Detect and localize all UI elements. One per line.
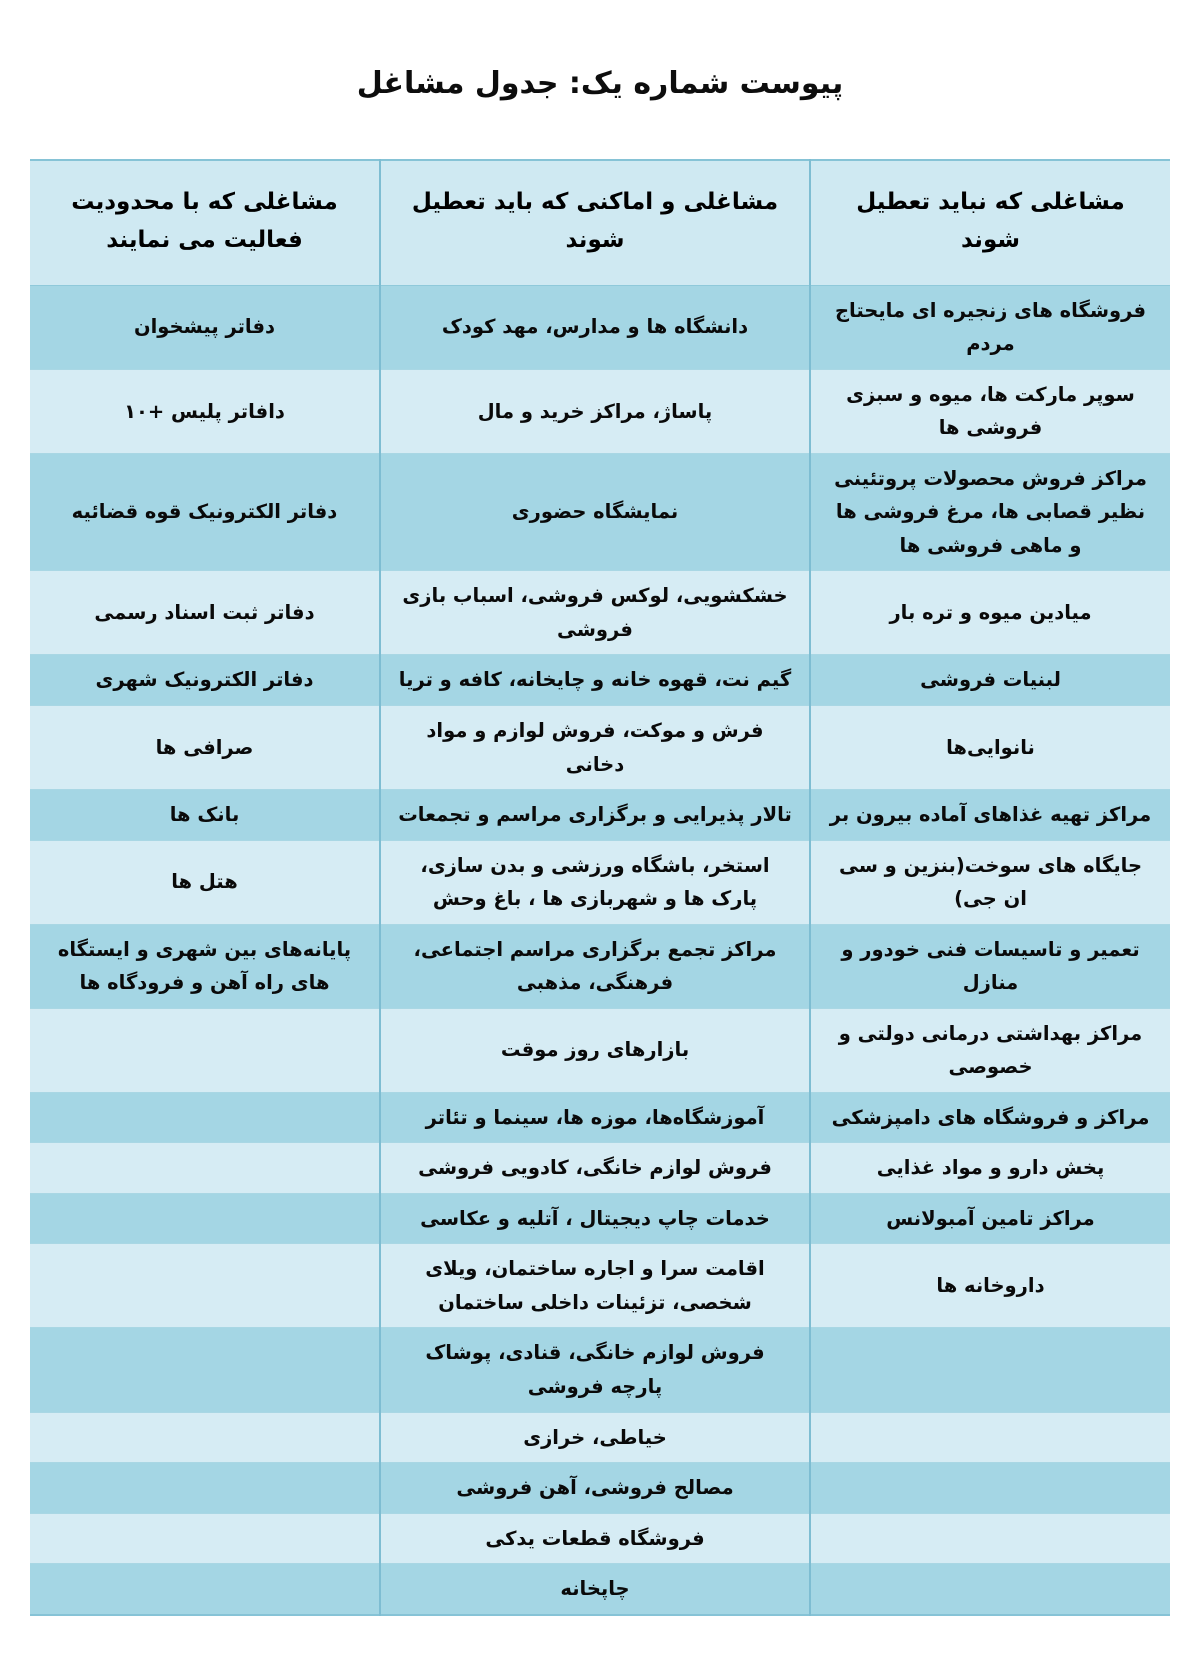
table-row bbox=[30, 1008, 1170, 1092]
cell-limited-empty bbox=[30, 1513, 380, 1564]
table-body bbox=[30, 285, 1170, 1614]
cell-text: خیاطی، خرازی bbox=[523, 1425, 667, 1449]
cell-must-close bbox=[380, 655, 810, 706]
cell-text: چاپخانه bbox=[560, 1577, 630, 1601]
table-row bbox=[30, 369, 1170, 453]
table-row bbox=[30, 790, 1170, 841]
cell-must-close bbox=[380, 790, 810, 841]
cell-must-not-close-empty bbox=[810, 1463, 1170, 1514]
cell-limited-empty bbox=[30, 1008, 380, 1092]
cell-limited bbox=[30, 706, 380, 790]
cell-text: پخش دارو و مواد غذایی bbox=[876, 1156, 1105, 1180]
cell-must-not-close bbox=[810, 285, 1170, 369]
cell-text: فرش و موکت، فروش لوازم و مواد دخانی bbox=[426, 719, 764, 776]
cell-text: میادین میوه و تره بار bbox=[889, 601, 1092, 625]
cell-limited-empty bbox=[30, 1193, 380, 1244]
cell-must-close bbox=[380, 1008, 810, 1092]
cell-text: فروش لوازم خانگی، کادویی فروشی bbox=[418, 1156, 772, 1180]
cell-must-not-close bbox=[810, 1143, 1170, 1194]
cell-limited bbox=[30, 571, 380, 655]
header-row bbox=[30, 160, 1170, 286]
table-row bbox=[30, 1244, 1170, 1328]
cell-text: پاساژ، مراکز خرید و مال bbox=[477, 399, 713, 423]
cell-text: دافاتر پلیس +۱۰ bbox=[124, 399, 285, 423]
cell-limited-empty bbox=[30, 1244, 380, 1328]
cell-limited bbox=[30, 369, 380, 453]
table-row bbox=[30, 571, 1170, 655]
cell-limited bbox=[30, 453, 380, 571]
cell-must-close bbox=[380, 1193, 810, 1244]
cell-text: دفاتر ثبت اسناد رسمی bbox=[94, 601, 315, 625]
cell-must-not-close bbox=[810, 655, 1170, 706]
cell-limited-empty bbox=[30, 1328, 380, 1412]
cell-limited bbox=[30, 285, 380, 369]
cell-must-close bbox=[380, 924, 810, 1008]
cell-text: دفاتر الکترونیک قوه قضائیه bbox=[71, 500, 338, 524]
cell-must-not-close-empty bbox=[810, 1564, 1170, 1615]
cell-text: خدمات چاپ دیجیتال ، آتلیه و عکاسی bbox=[420, 1206, 770, 1230]
cell-text: اقامت سرا و اجاره ساختمان، ویلای شخصی، تزئینات داخلی ساختمان bbox=[425, 1257, 765, 1314]
cell-limited-empty bbox=[30, 1143, 380, 1194]
cell-text: فروشگاه های زنجیره ای مایحتاج مردم bbox=[834, 298, 1147, 356]
cell-text: دانشگاه ها و مدارس، مهد کودک bbox=[441, 315, 749, 339]
cell-text: مراکز فروش محصولات پروتئینی نظیر قصابی ها، مرغ فروشی ها و ماهی فروشی ها bbox=[834, 466, 1147, 557]
cell-limited bbox=[30, 790, 380, 841]
cell-text: مراکز تامین آمبولانس bbox=[886, 1206, 1095, 1230]
jobs-table bbox=[30, 159, 1170, 1616]
cell-text: تعمیر و تاسیسات فنی خودور و منازل bbox=[841, 937, 1140, 995]
cell-must-not-close-empty bbox=[810, 1513, 1170, 1564]
table-row bbox=[30, 1092, 1170, 1143]
cell-text: بازارهای روز موقت bbox=[500, 1038, 690, 1062]
table-row bbox=[30, 1564, 1170, 1615]
cell-text: مراکز تجمع برگزاری مراسم اجتماعی، فرهنگی، مذهبی bbox=[413, 937, 777, 995]
cell-must-not-close-empty bbox=[810, 1412, 1170, 1463]
table-row bbox=[30, 840, 1170, 924]
cell-must-close bbox=[380, 1412, 810, 1463]
cell-text: سوپر مارکت ها، میوه و سبزی فروشی ها bbox=[846, 382, 1135, 440]
cell-must-close bbox=[380, 1564, 810, 1615]
cell-must-close bbox=[380, 1328, 810, 1412]
cell-limited-empty bbox=[30, 1564, 380, 1615]
cell-must-close bbox=[380, 285, 810, 369]
cell-text: آموزشگاه‌ها، موزه ها، سینما و تئاتر bbox=[425, 1105, 765, 1129]
column-header-must-close: مشاغلی و اماکنی که باید تعطیل شوند bbox=[380, 160, 810, 286]
cell-text: نمایشگاه حضوری bbox=[511, 500, 679, 524]
page-title: پیوست شماره یک: جدول مشاغل bbox=[356, 66, 844, 102]
cell-must-close bbox=[380, 1092, 810, 1143]
table-row bbox=[30, 453, 1170, 571]
cell-must-not-close bbox=[810, 453, 1170, 571]
cell-must-not-close bbox=[810, 1092, 1170, 1143]
cell-text: لبنیات فروشی bbox=[920, 668, 1061, 692]
cell-text: گیم نت، قهوه خانه و چایخانه، کافه و تریا bbox=[398, 668, 792, 692]
cell-limited-empty bbox=[30, 1463, 380, 1514]
cell-must-close bbox=[380, 1143, 810, 1194]
table-row bbox=[30, 1463, 1170, 1514]
cell-must-not-close-empty bbox=[810, 1328, 1170, 1412]
column-header-must-not-close: مشاغلی که نباید تعطیل شوند bbox=[810, 160, 1170, 286]
cell-text: استخر، باشگاه ورزشی و بدن سازی، پارک ها و شهربازی ها ، باغ وحش bbox=[420, 853, 770, 911]
column-header-limited: مشاغلی که با محدودیت فعالیت می نمایند bbox=[30, 160, 380, 286]
cell-limited-empty bbox=[30, 1092, 380, 1143]
cell-must-close bbox=[380, 453, 810, 571]
cell-text: تالار پذیرایی و برگزاری مراسم و تجمعات bbox=[398, 803, 792, 827]
table-row bbox=[30, 1143, 1170, 1194]
table-row bbox=[30, 1328, 1170, 1412]
table-row bbox=[30, 1412, 1170, 1463]
cell-text: بانک ها bbox=[169, 803, 240, 827]
cell-text: دفاتر پیشخوان bbox=[133, 315, 276, 339]
cell-text: مراکز تهیه غذاهای آماده بیرون بر bbox=[829, 803, 1152, 827]
cell-text: فروش لوازم خانگی، قنادی، پوشاک پارچه فروشی bbox=[425, 1341, 765, 1398]
table-row bbox=[30, 706, 1170, 790]
cell-text: مراکز بهداشتی درمانی دولتی و خصوصی bbox=[838, 1021, 1143, 1079]
cell-text: نانوایی‌ها bbox=[946, 735, 1035, 759]
cell-must-not-close bbox=[810, 1193, 1170, 1244]
cell-text: صرافی ها bbox=[155, 735, 254, 759]
cell-must-not-close bbox=[810, 369, 1170, 453]
cell-limited-empty bbox=[30, 1412, 380, 1463]
cell-must-not-close bbox=[810, 571, 1170, 655]
cell-must-close bbox=[380, 1513, 810, 1564]
cell-must-close bbox=[380, 571, 810, 655]
cell-must-close bbox=[380, 706, 810, 790]
cell-limited bbox=[30, 924, 380, 1008]
cell-must-close bbox=[380, 1463, 810, 1514]
cell-text: مراکز و فروشگاه های دامپزشکی bbox=[831, 1105, 1150, 1129]
table-row bbox=[30, 655, 1170, 706]
cell-text: خشکشویی، لوکس فروشی، اسباب بازی فروشی bbox=[402, 584, 788, 641]
cell-must-close bbox=[380, 369, 810, 453]
table-header bbox=[30, 160, 1170, 286]
jobs-table-container bbox=[30, 159, 1170, 1616]
cell-must-not-close bbox=[810, 924, 1170, 1008]
table-row bbox=[30, 924, 1170, 1008]
cell-text: داروخانه ها bbox=[936, 1274, 1045, 1298]
table-row bbox=[30, 1513, 1170, 1564]
cell-must-not-close bbox=[810, 1008, 1170, 1092]
cell-must-not-close bbox=[810, 1244, 1170, 1328]
cell-limited bbox=[30, 655, 380, 706]
table-row bbox=[30, 1193, 1170, 1244]
table-row bbox=[30, 285, 1170, 369]
cell-text: پایانه‌های بین شهری و ایستگاه های راه آهن و فرودگاه ها bbox=[57, 937, 352, 995]
page-root bbox=[0, 20, 1200, 1677]
cell-text: جایگاه های سوخت(بنزین و سی ان جی) bbox=[838, 853, 1143, 911]
cell-limited bbox=[30, 840, 380, 924]
cell-must-not-close bbox=[810, 840, 1170, 924]
cell-text: هتل ها bbox=[171, 870, 238, 894]
cell-must-not-close bbox=[810, 790, 1170, 841]
cell-must-close bbox=[380, 1244, 810, 1328]
cell-must-not-close bbox=[810, 706, 1170, 790]
cell-must-close bbox=[380, 840, 810, 924]
cell-text: دفاتر الکترونیک شهری bbox=[95, 668, 314, 692]
cell-text: فروشگاه قطعات یدکی bbox=[485, 1526, 705, 1550]
cell-text: مصالح فروشی، آهن فروشی bbox=[456, 1476, 734, 1500]
